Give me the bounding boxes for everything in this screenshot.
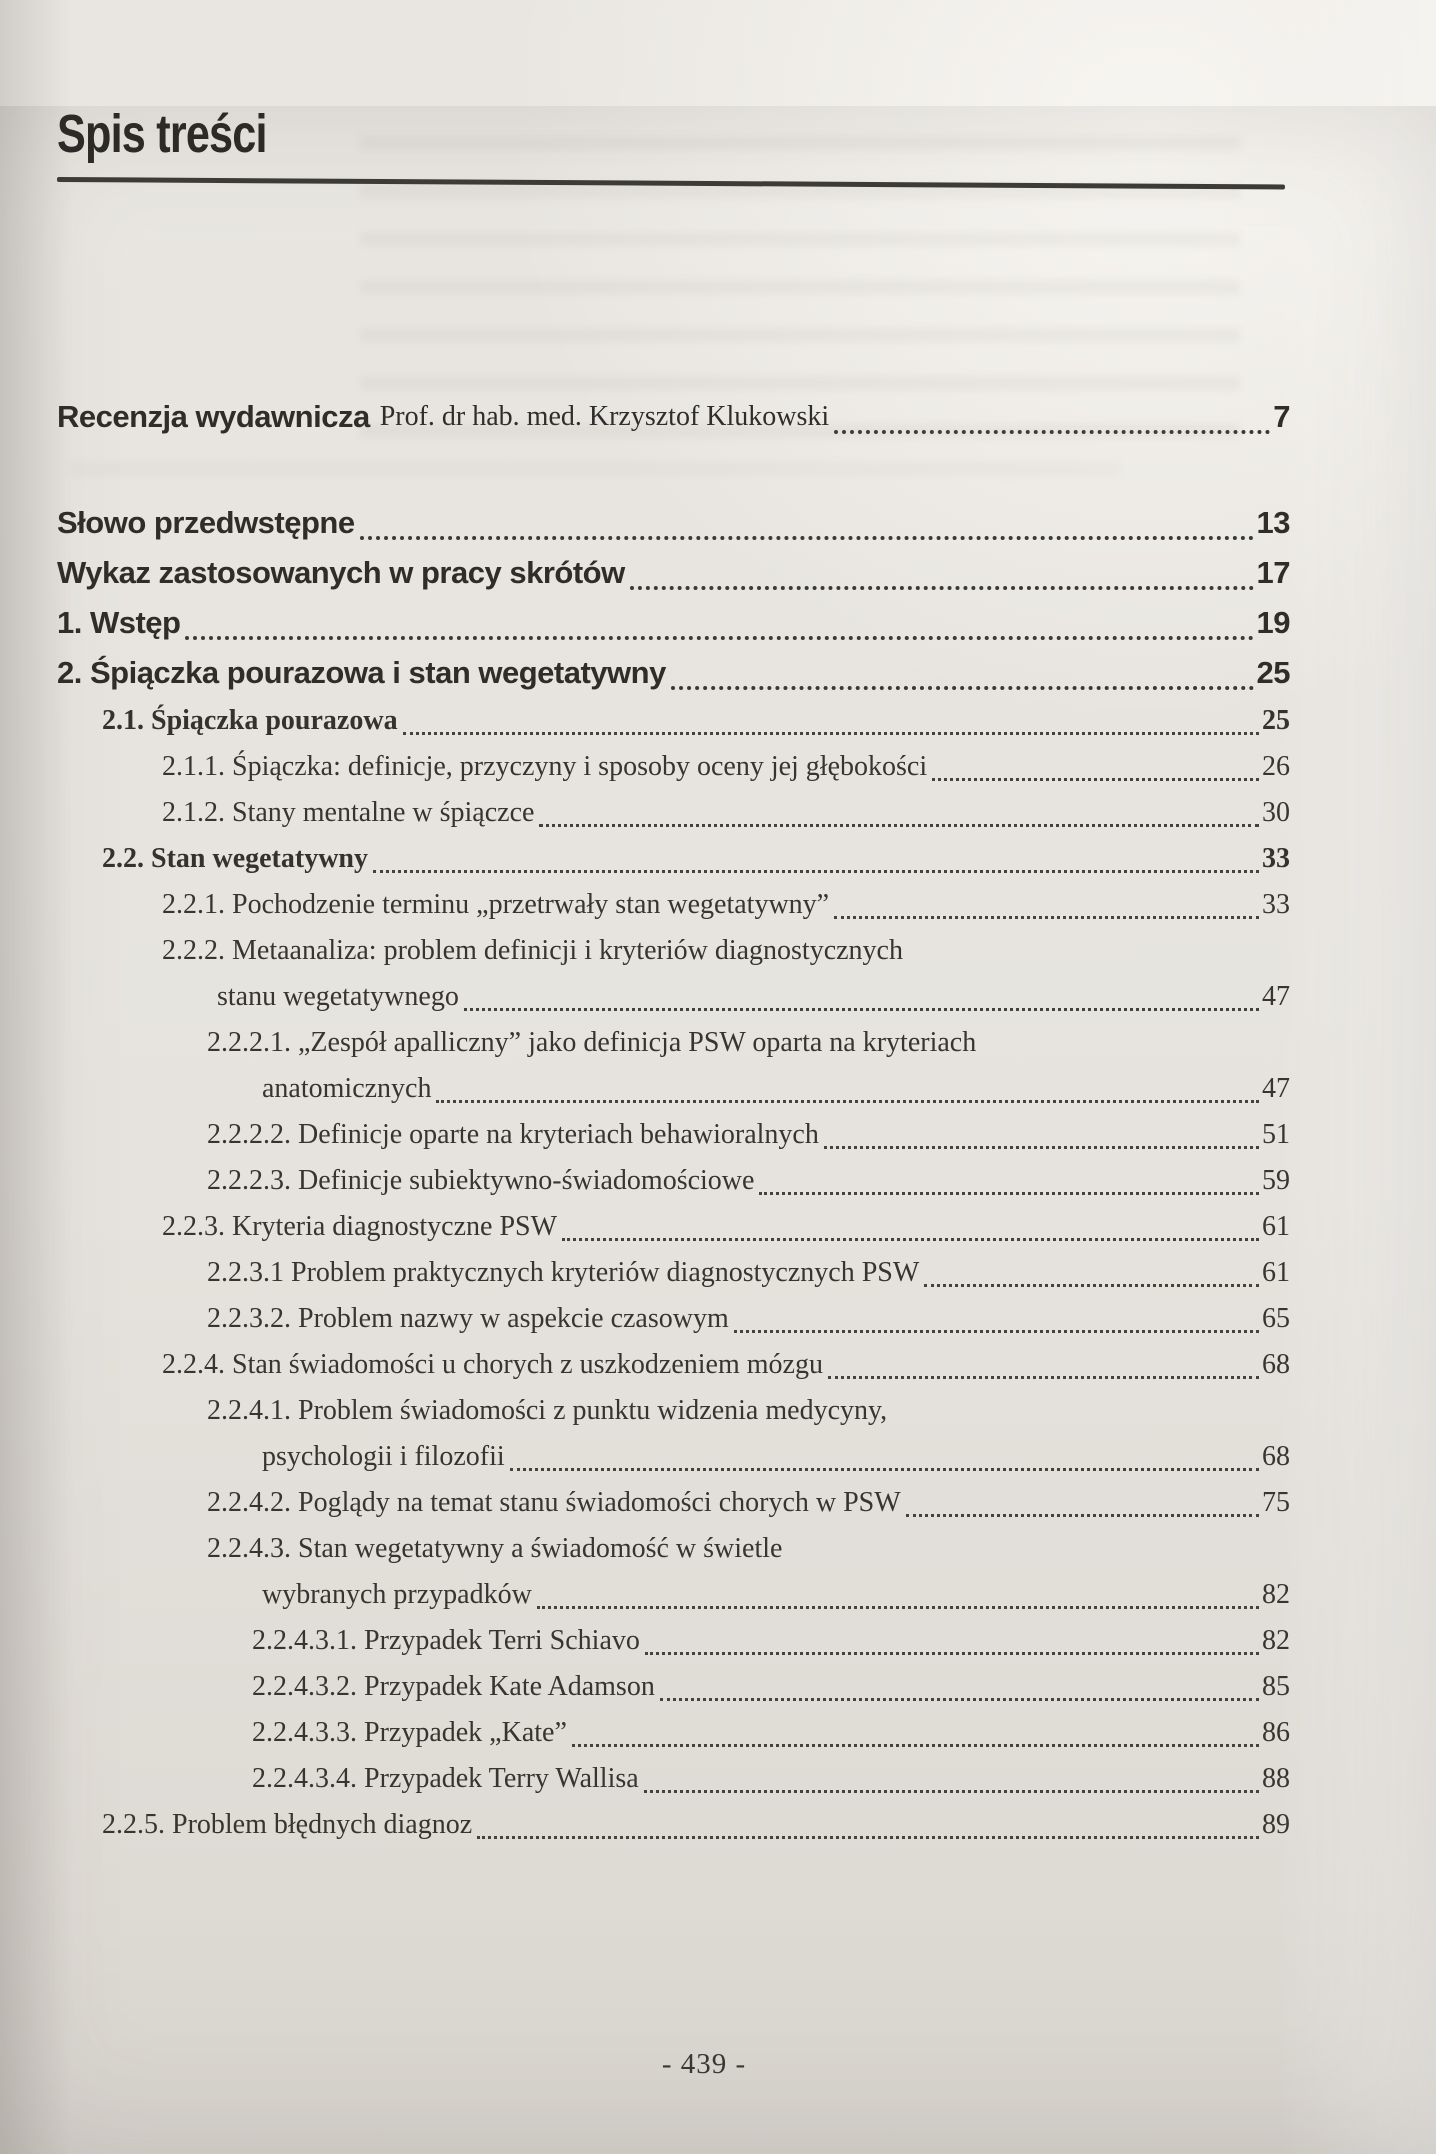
toc-page-number: 68 xyxy=(1262,1440,1290,1472)
toc-entry xyxy=(57,1480,1290,1526)
toc-entry-label: stanu wegetatywnego xyxy=(217,980,459,1012)
toc-entry xyxy=(57,836,1290,882)
toc-entry-label: 2. Śpiączka pourazowa i stan wegetatywny xyxy=(57,654,666,690)
dot-leader xyxy=(510,1468,1259,1471)
toc-entry-label: 1. Wstęp xyxy=(57,604,181,640)
toc-page-number: 7 xyxy=(1273,398,1290,434)
toc-entry-label: Słowo przedwstępne xyxy=(57,504,355,540)
toc-entry xyxy=(57,698,1290,744)
dot-leader xyxy=(660,1698,1259,1701)
toc-page-number: 25 xyxy=(1256,654,1290,690)
toc-list xyxy=(0,392,1436,1848)
toc-page-number: 75 xyxy=(1262,1486,1290,1518)
toc-page-number: 19 xyxy=(1256,604,1290,640)
toc-entry-label: Wykaz zastosowanych w pracy skrótów xyxy=(57,554,625,590)
toc-entry-label: 2.2.4.3.2. Przypadek Kate Adamson xyxy=(252,1670,655,1702)
toc-entry-label: 2.2.3.2. Problem nazwy w aspekcie czasowym xyxy=(207,1302,729,1334)
dot-leader xyxy=(373,870,1259,873)
dot-leader xyxy=(734,1330,1259,1333)
toc-entry-label: psychologii i filozofii xyxy=(262,1440,505,1472)
toc-entry xyxy=(57,974,1290,1020)
toc-page-number: 13 xyxy=(1256,504,1290,540)
toc-entry-label: 2.2.4.3.1. Przypadek Terri Schiavo xyxy=(252,1624,640,1656)
toc-entry-label: 2.2.4.2. Poglądy na temat stanu świadomości chorych w PSW xyxy=(207,1486,901,1518)
dot-leader xyxy=(645,1652,1259,1655)
toc-entry xyxy=(57,1296,1290,1342)
dot-leader xyxy=(360,536,1254,540)
toc-page-number: 26 xyxy=(1262,750,1290,782)
toc-entry xyxy=(57,1158,1290,1204)
toc-entry xyxy=(57,1664,1290,1710)
dot-leader xyxy=(834,430,1270,434)
toc-entry xyxy=(57,1020,1290,1066)
toc-page-number: 25 xyxy=(1262,704,1290,736)
toc-entry-label: wybranych przypadków xyxy=(262,1578,532,1610)
toc-entry xyxy=(57,1572,1290,1618)
toc-entry-label: 2.2.2. Metaanaliza: problem definicji i kryteriów diagnostycznych xyxy=(162,934,903,966)
toc-page-number: 33 xyxy=(1262,842,1290,874)
toc-entry-label: 2.2.2.3. Definicje subiektywno-świadomościowe xyxy=(207,1164,755,1196)
toc-page-number: 82 xyxy=(1262,1578,1290,1610)
toc-entry xyxy=(57,1066,1290,1112)
toc-entry xyxy=(57,1710,1290,1756)
toc-entry xyxy=(57,548,1290,598)
dot-leader xyxy=(537,1606,1259,1609)
toc-entry xyxy=(57,1802,1290,1848)
page-title: Spis treści xyxy=(57,104,267,164)
toc-page-number: 33 xyxy=(1262,888,1290,920)
dot-leader xyxy=(464,1008,1259,1011)
toc-page-number: 47 xyxy=(1262,980,1290,1012)
toc-entry-label: anatomicznych xyxy=(262,1072,432,1104)
toc-entry-label: 2.2.4.3.4. Przypadek Terry Wallisa xyxy=(252,1762,639,1794)
dot-leader xyxy=(932,778,1259,781)
toc-entry-label: Recenzja wydawnicza xyxy=(57,398,370,434)
toc-entry xyxy=(57,598,1290,648)
toc-entry-label: 2.1.1. Śpiączka: definicje, przyczyny i sposoby oceny jej głębokości xyxy=(162,750,928,782)
toc-entry xyxy=(57,1250,1290,1296)
page-number-footer: - 439 - xyxy=(661,2048,747,2080)
dot-leader xyxy=(759,1192,1259,1195)
dot-leader xyxy=(572,1744,1259,1747)
toc-page-number: 82 xyxy=(1262,1624,1290,1656)
dot-leader xyxy=(834,916,1259,919)
toc-entry-label: 2.2.2.1. „Zespół apalliczny” jako definicja PSW oparta na kryteriach xyxy=(207,1026,977,1058)
toc-entry xyxy=(57,790,1290,836)
toc-page-number: 17 xyxy=(1256,554,1290,590)
toc-entry-label: 2.2.2.2. Definicje oparte na kryteriach behawioralnych xyxy=(207,1118,819,1150)
toc-page-number: 51 xyxy=(1262,1118,1290,1150)
toc-entry xyxy=(57,744,1290,790)
toc-entry-label: 2.1.2. Stany mentalne w śpiączce xyxy=(162,796,535,828)
toc-page-number: 59 xyxy=(1262,1164,1290,1196)
toc-page-number: 88 xyxy=(1262,1762,1290,1794)
toc-entry xyxy=(57,1342,1290,1388)
toc-entry-label: 2.2.3. Kryteria diagnostyczne PSW xyxy=(162,1210,558,1242)
toc-entry-label: 2.2.4. Stan świadomości u chorych z uszkodzeniem mózgu xyxy=(162,1348,823,1380)
toc-entry-label: 2.2.1. Pochodzenie terminu „przetrwały stan wegetatywny” xyxy=(162,888,830,920)
toc-entry xyxy=(57,392,1290,442)
title-rule xyxy=(57,177,1285,190)
toc-entry-author: Prof. dr hab. med. Krzysztof Klukowski xyxy=(379,400,830,432)
dot-leader xyxy=(539,824,1259,827)
dot-leader xyxy=(436,1100,1259,1103)
toc-entry-label: 2.2.4.3. Stan wegetatywny a świadomość w świetle xyxy=(207,1532,783,1564)
dot-leader xyxy=(906,1514,1259,1517)
toc-entry xyxy=(57,1112,1290,1158)
toc-entry xyxy=(57,1526,1290,1572)
toc-entry xyxy=(57,1204,1290,1250)
toc-entry xyxy=(57,648,1290,698)
toc-page-number: 65 xyxy=(1262,1302,1290,1334)
dot-leader xyxy=(924,1284,1259,1287)
toc-entry-label: 2.2. Stan wegetatywny xyxy=(102,842,368,874)
dot-leader xyxy=(828,1376,1259,1379)
toc-entry-label: 2.2.4.1. Problem świadomości z punktu widzenia medycyny, xyxy=(207,1394,888,1426)
toc-page-number: 68 xyxy=(1262,1348,1290,1380)
dot-leader xyxy=(185,636,1253,640)
dot-leader xyxy=(562,1238,1259,1241)
toc-page-number: 30 xyxy=(1262,796,1290,828)
toc-page-number: 61 xyxy=(1262,1256,1290,1288)
dot-leader xyxy=(403,732,1259,735)
toc-page-number: 89 xyxy=(1262,1808,1290,1840)
toc-entry-label: 2.2.4.3.3. Przypadek „Kate” xyxy=(252,1716,567,1748)
toc-page-number: 47 xyxy=(1262,1072,1290,1104)
dot-leader xyxy=(477,1836,1259,1839)
dot-leader xyxy=(824,1146,1259,1149)
toc-entry xyxy=(57,1756,1290,1802)
toc-entry-label: 2.1. Śpiączka pourazowa xyxy=(102,704,398,736)
dot-leader xyxy=(671,686,1254,690)
dot-leader xyxy=(630,586,1254,590)
toc-entry xyxy=(57,1388,1290,1434)
toc-entry-label: 2.2.5. Problem błędnych diagnoz xyxy=(102,1808,473,1840)
toc-entry-label: 2.2.3.1 Problem praktycznych kryteriów diagnostycznych PSW xyxy=(207,1256,920,1288)
toc-entry xyxy=(57,498,1290,548)
toc-page-number: 86 xyxy=(1262,1716,1290,1748)
toc-entry xyxy=(57,928,1290,974)
toc-page-number: 85 xyxy=(1262,1670,1290,1702)
toc-page-number: 61 xyxy=(1262,1210,1290,1242)
toc-entry xyxy=(57,882,1290,928)
toc-entry xyxy=(57,1434,1290,1480)
toc-entry xyxy=(57,1618,1290,1664)
dot-leader xyxy=(644,1790,1259,1793)
